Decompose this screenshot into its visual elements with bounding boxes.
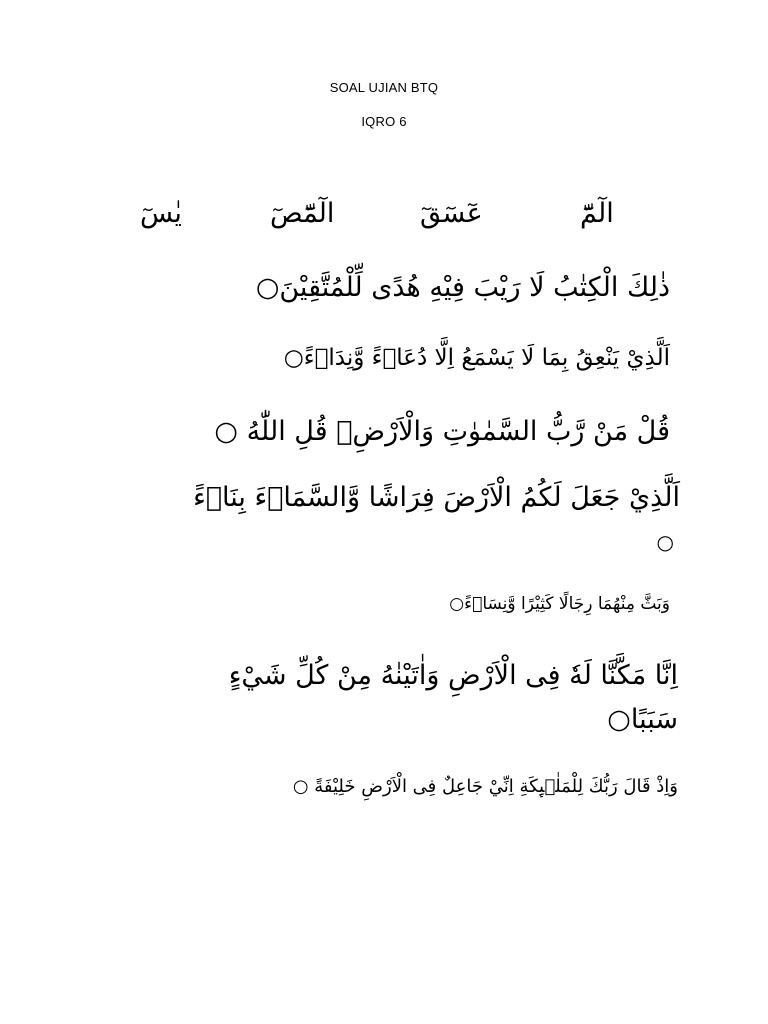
verse-3: قُلْ مَنْ رَّبُّ السَّمٰوٰتِ وَالْاَرْضِۗ قُلِ اللّٰهُ ○ [214, 416, 670, 447]
verse-6-line-1: اِنَّا مَكَّنَّا لَهٗ فِى الْاَرْضِ وَاٰتَيْنٰهُ مِنْ كُلِّ شَيْءٍ [228, 660, 678, 691]
verse-4: اَلَّذِيْ جَعَلَ لَكُمُ الْاَرْضَ فِرَاشًا وَّالسَّمَاۤءَ بِنَاۤءً [193, 482, 680, 513]
letter-ain-sin-qaf: عٓسٓقٓ [420, 198, 483, 229]
verse-2: اَلَّذِيْ يَنْعِقُ بِمَا لَا يَسْمَعُ اِلَّا دُعَاۤءً وَّنِدَاۤءً○ [283, 345, 670, 371]
huruf-muqattaah-row [120, 198, 640, 242]
letter-alif-lam-mim-sad: الٓمّٓصٓ [270, 198, 335, 229]
verse-7: وَاِذْ قَالَ رَبُّكَ لِلْمَلٰۤىِٕكَةِ اِنِّيْ جَاعِلٌ فِى الْاَرْضِ خَلِيْفَةً ○ [292, 776, 678, 797]
verse-5: وَبَثَّ مِنْهُمَا رِجَالًا كَثِيْرًا وَّنِسَاۤءً○ [449, 594, 670, 614]
verse-1: ذٰلِكَ الْكِتٰبُ لَا رَيْبَ فِيْهِ هُدًى لِّلْمُتَّقِيْنَ○ [255, 272, 670, 303]
letter-alif-lam-mim: الٓمّٓ [580, 198, 614, 229]
document-subtitle: IQRO 6 [361, 114, 407, 129]
letter-ya-sin: يٰسٓ [140, 198, 182, 229]
document-title: SOAL UJIAN BTQ [329, 80, 439, 95]
verse-4-end-mark: ○ [656, 530, 674, 554]
verse-6-line-2: سَبَبًا○ [607, 704, 678, 735]
